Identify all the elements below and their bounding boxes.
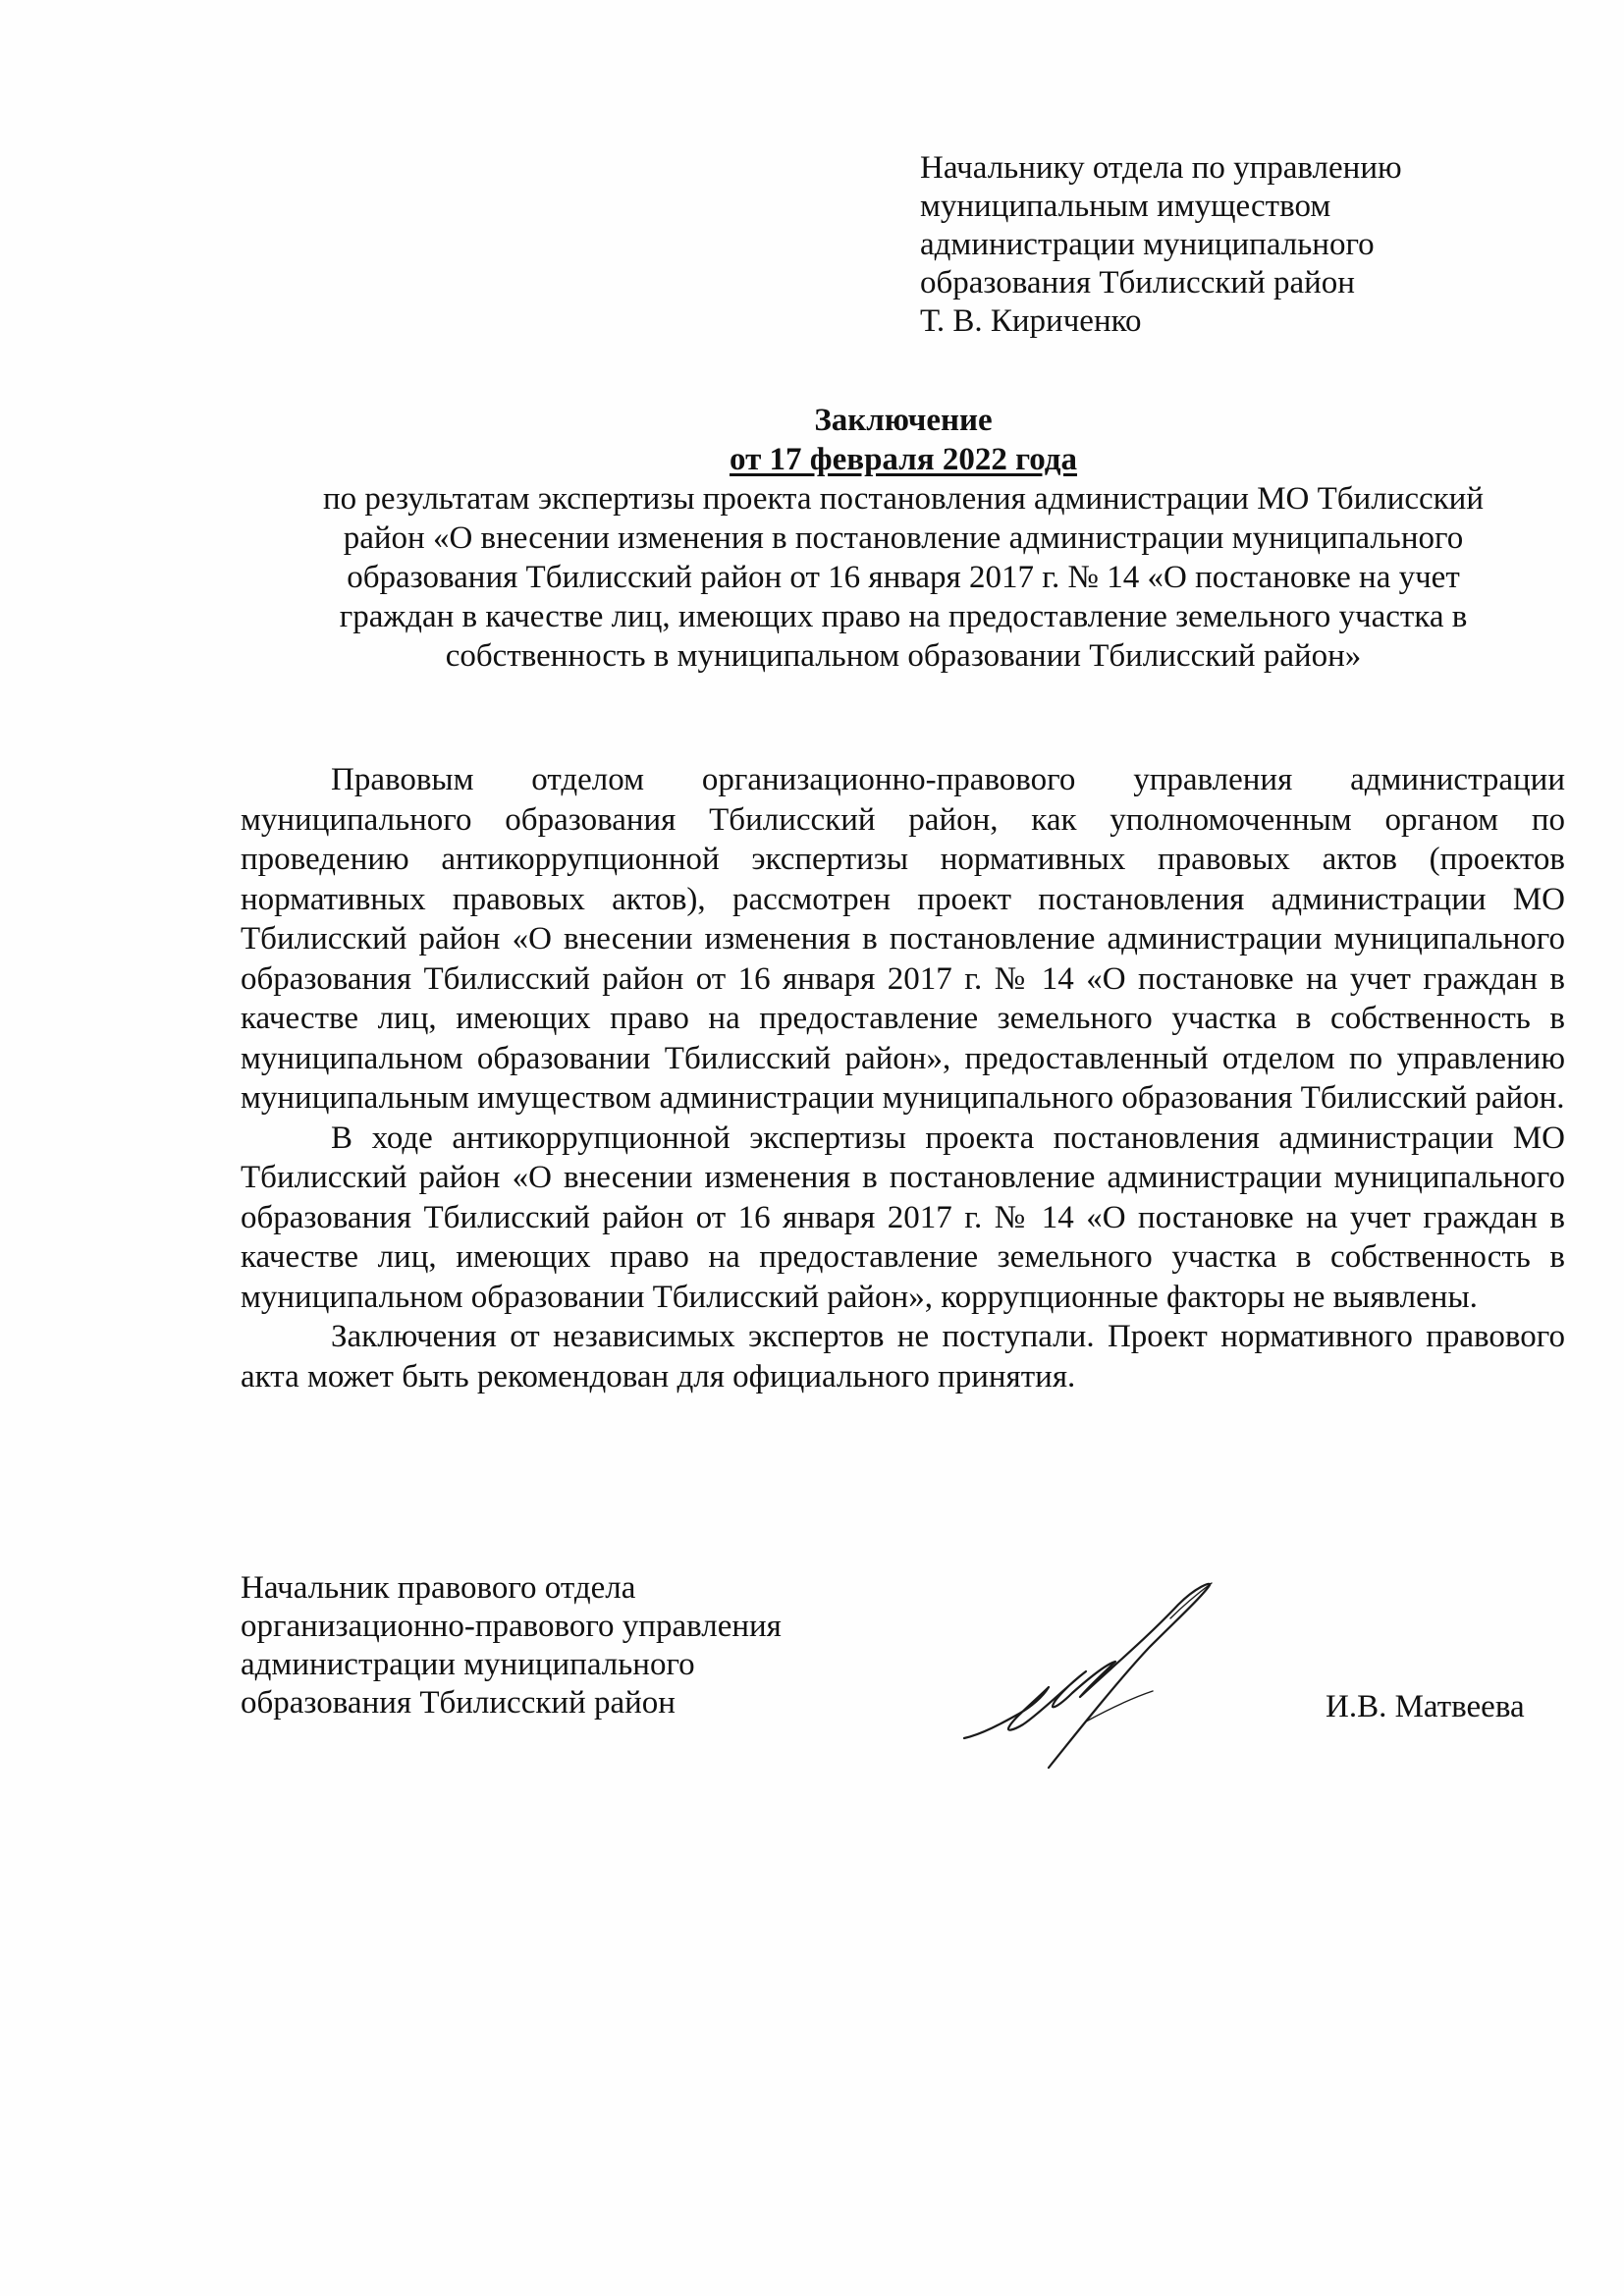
document-subject: по результатам экспертизы проекта постановления администрации МО Тбилисский район «О внесении изменения в постановление администрации муниципального образования Тбилисский район от 16 января 2017 г. № 14 «О постановке на учет граждан в качестве лиц, имеющих право на предоставление земельного участка в собственность в муниципальном образовании Тбилисский район» xyxy=(322,481,1485,674)
addressee-name: Т. В. Кириченко xyxy=(920,303,1142,339)
addressee-block xyxy=(920,149,1548,341)
addressee-line: Начальнику отдела по управлению xyxy=(920,150,1402,186)
body-paragraph: Заключения от независимых экспертов не поступали. Проект нормативного правового акта может быть рекомендован для официального принятия. xyxy=(241,1319,1565,1394)
handwritten-signature-icon xyxy=(943,1561,1237,1797)
body-paragraph: Правовым отделом организационно-правового управления администрации муниципального образования Тбилисский район, как уполномоченным органом по проведению антикоррупционной экспертизы нормативных правовых актов (проектов нормативных правовых актов), рассмотрен проект постановления администрации МО Тбилисский район «О внесении изменения в постановление администрации муниципального образования Тбилисский район от 16 января 2017 г. № 14 «О постановке на учет граждан в качестве лиц, имеющих право на предоставление земельного участка в собственность в муниципальном образовании Тбилисский район», предоставленный отделом по управлению муниципальным имуществом администрации муниципального образования Тбилисский район. xyxy=(241,762,1565,1116)
addressee-line: администрации муниципального xyxy=(920,227,1375,262)
document-date: от 17 февраля 2022 года xyxy=(730,442,1077,477)
document-title: Заключение xyxy=(814,403,993,438)
addressee-line: образования Тбилисский район xyxy=(920,265,1355,301)
position-line: администрации муниципального xyxy=(241,1647,695,1682)
position-line: Начальник правового отдела xyxy=(241,1570,636,1606)
addressee-line: муниципальным имуществом xyxy=(920,189,1331,224)
document-body xyxy=(241,760,1565,1396)
position-line: организационно-правового управления xyxy=(241,1609,782,1644)
signer-name: И.В. Матвеева xyxy=(1326,1689,1525,1724)
signatory-position xyxy=(241,1569,869,1722)
document-header xyxy=(241,401,1566,676)
position-line: образования Тбилисский район xyxy=(241,1685,676,1721)
body-paragraph: В ходе антикоррупционной экспертизы проекта постановления администрации МО Тбилисский район «О внесении изменения в постановление администрации муниципального образования Тбилисский район от 16 января 2017 г. № 14 «О постановке на учет граждан в качестве лиц, имеющих право на предоставление земельного участка в собственность в муниципальном образовании Тбилисский район», коррупционные факторы не выявлены. xyxy=(241,1120,1565,1315)
